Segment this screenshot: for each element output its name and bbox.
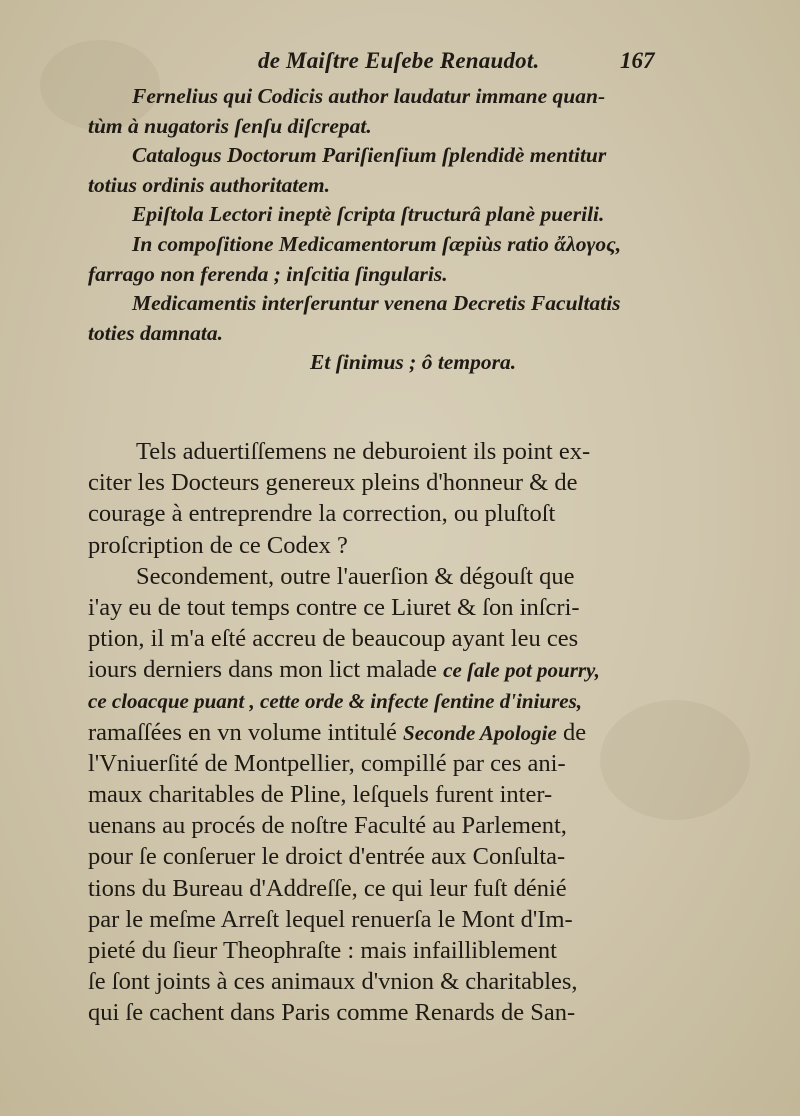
- censure-line: Catalogus Doctorum Pariſienſium ſplendidè mentitur: [132, 143, 607, 168]
- text-line: [88, 717, 696, 748]
- text-line: ce cloacque puant , cette orde & infecte ſentine d'iniures,: [88, 688, 583, 713]
- italic-segment: Seconde Apologie: [403, 720, 557, 745]
- text-line: par le meſme Arreſt lequel renuerſa le Mont d'Im-: [88, 905, 573, 933]
- censure-list: [88, 82, 708, 378]
- text-line: Tels aduertiſſemens ne deburoient ils point ex-: [136, 438, 591, 465]
- page-number: 167: [620, 48, 655, 73]
- text-line: Secondement, outre l'auerſion & dégouſt que: [136, 562, 575, 590]
- censure-line: Epiſtola Lectori ineptè ſcripta ſtructurâ planè puerili.: [132, 202, 605, 227]
- body-text: [88, 436, 696, 1029]
- text-line: proſcription de ce Codex ?: [88, 531, 348, 559]
- running-head: de Maiſtre Euſebe Renaudot.: [258, 48, 540, 73]
- text-line: ſe ſont joints à ces animaux d'vnion & charitables,: [88, 968, 578, 996]
- censure-line: Medicamentis interſeruntur venena Decretis Facultatis: [132, 291, 621, 316]
- text-line: [88, 654, 696, 685]
- text-segment: iours derniers dans mon lict malade: [88, 656, 444, 684]
- text-line: uenans au procés de noſtre Faculté au Parlement,: [88, 812, 567, 840]
- censure-line: farrago non ferenda ; inſcitia ſingularis.: [88, 261, 448, 286]
- text-line: tions du Bureau d'Addreſſe, ce qui leur fuſt dénié: [88, 874, 567, 902]
- text-line: maux charitables de Pline, leſquels furent inter-: [88, 781, 553, 809]
- censure-line: tùm à nugatoris ſenſu diſcrepat.: [88, 113, 372, 138]
- text-line: courage à entreprendre la correction, ou pluſtoſt: [88, 500, 556, 528]
- text-line: i'ay eu de tout temps contre ce Liuret & ſon inſcri-: [88, 593, 580, 621]
- censure-closing-line: Et ſinimus ; ô tempora.: [310, 350, 517, 375]
- page-header: [0, 44, 800, 78]
- censure-line: toties damnata.: [88, 320, 223, 345]
- text-segment: de: [556, 718, 587, 746]
- text-line: l'Vniuerſité de Montpellier, compillé par ces ani-: [88, 749, 566, 777]
- text-segment: ramaſſées en vn volume intitulé: [88, 718, 404, 746]
- text-line: ption, il m'a eſté accreu de beaucoup ayant leu ces: [88, 625, 579, 653]
- italic-segment: ce ſale pot pourry,: [443, 658, 600, 683]
- censure-line: Fernelius qui Codicis author laudatur immane quan-: [132, 84, 606, 108]
- text-line: qui ſe cachent dans Paris comme Renards de San-: [88, 999, 576, 1027]
- text-line: citer les Docteurs genereux pleins d'honneur & de: [88, 469, 578, 497]
- censure-line: totius ordinis authoritatem.: [88, 172, 330, 197]
- censure-line: In compoſitione Medicamentorum ſæpiùs ratio ἄλογος,: [132, 231, 622, 256]
- text-line: pour ſe conſeruer le droict d'entrée aux Conſulta-: [88, 843, 566, 871]
- text-line: pieté du ſieur Theophraſte : mais infailliblement: [88, 937, 557, 964]
